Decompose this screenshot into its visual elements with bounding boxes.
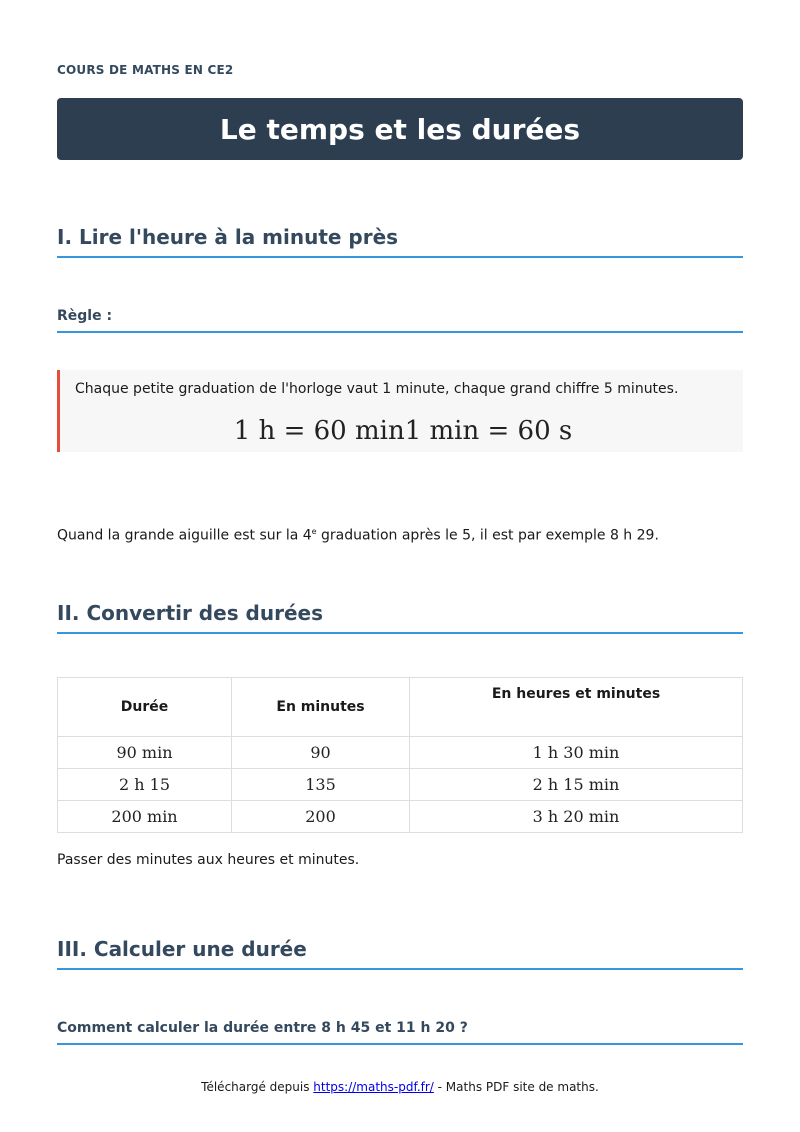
table-caption: Passer des minutes aux heures et minutes. <box>57 852 360 868</box>
title-banner <box>57 98 743 160</box>
table-header-heures-minutes: En heures et minutes <box>410 678 743 737</box>
table-cell: 2 h 15 min <box>410 769 743 801</box>
table-cell: 1 h 30 min <box>410 737 743 769</box>
table-header-row <box>58 678 743 737</box>
ordinal-suffix: e <box>311 527 317 536</box>
table-header-duree: Durée <box>58 678 232 737</box>
conversion-table <box>57 677 743 833</box>
section-2-title: II. Convertir des durées <box>57 601 743 634</box>
table-cell: 90 min <box>58 737 232 769</box>
table-cell: 90 <box>232 737 410 769</box>
source-link[interactable]: https://maths-pdf.fr/ <box>313 1080 434 1094</box>
footer-suffix: - Maths PDF site de maths. <box>433 1080 599 1094</box>
page-title: Le temps et les durées <box>219 112 581 146</box>
time-formula: 1 h = 60 min1 min = 60 s <box>233 416 573 446</box>
table-row <box>58 801 743 833</box>
table-row <box>58 769 743 801</box>
table-cell: 200 <box>232 801 410 833</box>
rule-text: Chaque petite graduation de l'horloge vaut 1 minute, chaque grand chiffre 5 minutes. <box>75 381 679 397</box>
footer <box>0 1080 800 1094</box>
example-text-start: Quand la grande aiguille est sur la 4 <box>57 527 312 544</box>
table-header-minutes: En minutes <box>232 678 410 737</box>
table-cell: 200 min <box>58 801 232 833</box>
table-cell: 135 <box>232 769 410 801</box>
section-1-title: I. Lire l'heure à la minute près <box>57 225 743 258</box>
course-label: COURS DE MATHS EN CE2 <box>57 63 234 77</box>
example-text-end: graduation après le 5, il est par exemple 8 h 29. <box>316 527 659 544</box>
table-cell: 3 h 20 min <box>410 801 743 833</box>
table-row <box>58 737 743 769</box>
rule-heading: Règle : <box>57 308 743 333</box>
section-3-title: III. Calculer une durée <box>57 937 743 970</box>
example-paragraph <box>57 527 659 544</box>
footer-prefix: Téléchargé depuis <box>201 1080 314 1094</box>
rule-box <box>57 370 743 452</box>
table-cell: 2 h 15 <box>58 769 232 801</box>
duration-question: Comment calculer la durée entre 8 h 45 et 11 h 20 ? <box>57 1020 743 1045</box>
